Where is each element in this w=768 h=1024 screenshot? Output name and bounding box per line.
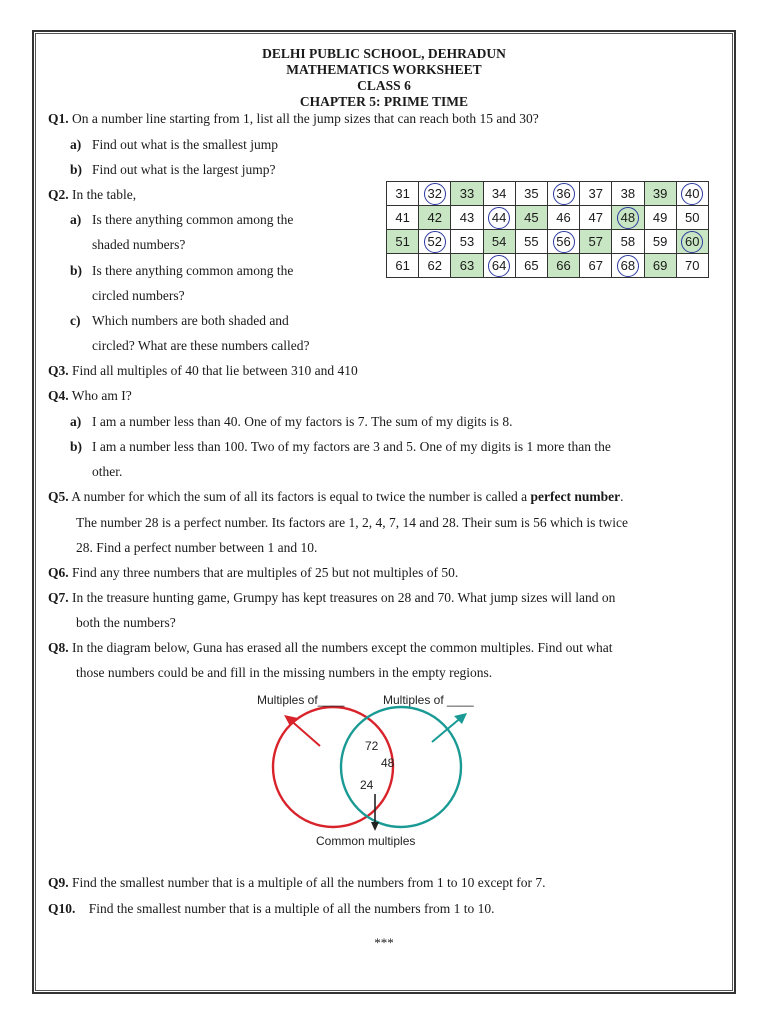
question-8 xyxy=(48,640,613,656)
question-text: In the table, xyxy=(72,187,137,202)
question-1 xyxy=(48,111,539,127)
table-cell: 62 xyxy=(419,254,451,278)
table-cell: 54 xyxy=(483,230,515,254)
question-5 xyxy=(48,489,624,505)
question-number: Q5. xyxy=(48,489,69,504)
table-cell: 61 xyxy=(387,254,419,278)
table-cell: 59 xyxy=(644,230,676,254)
circled-number: 60 xyxy=(681,231,703,253)
circled-number: 68 xyxy=(617,255,639,277)
table-cell xyxy=(419,230,451,254)
question-number: Q3. xyxy=(48,363,69,378)
sub-label: c) xyxy=(70,313,81,328)
sub-label: a) xyxy=(70,137,82,152)
table-cell xyxy=(483,206,515,230)
question-9 xyxy=(48,875,546,891)
table-cell: 37 xyxy=(580,182,612,206)
table-row xyxy=(387,206,709,230)
venn-graphic xyxy=(240,688,520,858)
sub-text: Is there anything common among the xyxy=(92,212,294,227)
question-text-end: . xyxy=(620,489,624,504)
circled-number: 44 xyxy=(488,207,510,229)
table-cell: 57 xyxy=(580,230,612,254)
question-1a xyxy=(70,137,278,153)
question-text: Find the smallest number that is a multiple of all the numbers from 1 to 10 except for 7. xyxy=(72,875,546,890)
question-2a-cont: shaded numbers? xyxy=(92,237,186,252)
table-cell: 63 xyxy=(451,254,483,278)
question-4a xyxy=(70,414,512,430)
table-cell: 67 xyxy=(580,254,612,278)
circled-number: 64 xyxy=(488,255,510,277)
question-5-line3: 28. Find a perfect number between 1 and 10. xyxy=(76,540,318,555)
sub-text: Find out what is the smallest jump xyxy=(92,137,278,152)
right-circle xyxy=(341,707,461,827)
question-number: Q10. xyxy=(48,901,76,916)
sub-label: a) xyxy=(70,414,82,429)
circled-number: 40 xyxy=(681,183,703,205)
sub-label: b) xyxy=(70,162,83,177)
question-number: Q8. xyxy=(48,640,69,655)
table-cell: 41 xyxy=(387,206,419,230)
venn-value-24: 24 xyxy=(360,778,374,792)
number-table xyxy=(386,181,709,278)
question-2a xyxy=(70,212,293,228)
table-cell: 65 xyxy=(515,254,547,278)
table-cell: 51 xyxy=(387,230,419,254)
table-cell: 43 xyxy=(451,206,483,230)
question-number: Q7. xyxy=(48,590,69,605)
question-3 xyxy=(48,363,358,379)
question-2b-cont: circled numbers? xyxy=(92,288,185,303)
question-7-line2: both the numbers? xyxy=(76,615,176,630)
question-2c xyxy=(70,313,289,329)
venn-value-48: 48 xyxy=(381,756,395,770)
sub-label: a) xyxy=(70,212,82,227)
left-set-label: Multiples of____ xyxy=(257,693,345,707)
venn-diagram xyxy=(240,688,520,858)
question-1b xyxy=(70,162,275,178)
question-10 xyxy=(48,901,494,917)
table-cell: 33 xyxy=(451,182,483,206)
table-cell: 42 xyxy=(419,206,451,230)
common-multiples-label: Common multiples xyxy=(316,834,416,848)
table-cell: 35 xyxy=(515,182,547,206)
chapter-title: CHAPTER 5: PRIME TIME xyxy=(299,94,469,109)
table-cell xyxy=(612,206,644,230)
end-mark: *** xyxy=(374,935,394,950)
table-cell: 50 xyxy=(676,206,708,230)
worksheet-title: MATHEMATICS WORKSHEET xyxy=(286,62,482,77)
circled-number: 56 xyxy=(553,231,575,253)
sub-text: I am a number less than 40. One of my factors is 7. The sum of my digits is 8. xyxy=(92,414,513,429)
table-cell: 55 xyxy=(515,230,547,254)
circled-number: 36 xyxy=(553,183,575,205)
question-number: Q9. xyxy=(48,875,69,890)
question-4b xyxy=(70,439,611,455)
question-6 xyxy=(48,565,458,581)
circled-number: 52 xyxy=(424,231,446,253)
table-cell: 31 xyxy=(387,182,419,206)
question-number: Q4. xyxy=(48,388,69,403)
table-cell xyxy=(547,182,579,206)
table-cell: 53 xyxy=(451,230,483,254)
down-arrow-head xyxy=(371,822,379,831)
question-4 xyxy=(48,388,132,404)
class-label: CLASS 6 xyxy=(357,78,411,93)
question-8-line2: those numbers could be and fill in the missing numbers in the empty regions. xyxy=(76,665,493,680)
question-text: Find all multiples of 40 that lie between 310 and 410 xyxy=(72,363,358,378)
table-cell xyxy=(612,254,644,278)
table-cell xyxy=(419,182,451,206)
question-7 xyxy=(48,590,615,606)
table-cell: 38 xyxy=(612,182,644,206)
question-2b xyxy=(70,263,293,279)
circled-number: 32 xyxy=(424,183,446,205)
question-2c-cont: circled? What are these numbers called? xyxy=(92,338,310,353)
question-text: Find any three numbers that are multiples of 25 but not multiples of 50. xyxy=(72,565,459,580)
question-text: In the diagram below, Guna has erased all the numbers except the common multiples. Find out what xyxy=(72,640,613,655)
sub-text: Which numbers are both shaded and xyxy=(92,313,289,328)
sub-text: Is there anything common among the xyxy=(92,263,294,278)
question-text: A number for which the sum of all its factors is equal to twice the number is called a xyxy=(71,489,531,504)
venn-value-72: 72 xyxy=(365,739,379,753)
table-cell: 47 xyxy=(580,206,612,230)
table-cell xyxy=(676,182,708,206)
table-cell: 46 xyxy=(547,206,579,230)
question-text: In the treasure hunting game, Grumpy has kept treasures on 28 and 70. What jump sizes will land on xyxy=(72,590,616,605)
question-text: Who am I? xyxy=(71,388,132,403)
table-cell: 66 xyxy=(547,254,579,278)
question-text: On a number line starting from 1, list all the jump sizes that can reach both 15 and 30? xyxy=(72,111,539,126)
question-number: Q1. xyxy=(48,111,69,126)
table-cell xyxy=(547,230,579,254)
sub-label: b) xyxy=(70,439,83,454)
table-cell: 45 xyxy=(515,206,547,230)
table-cell: 58 xyxy=(612,230,644,254)
table-cell: 49 xyxy=(644,206,676,230)
sub-label: b) xyxy=(70,263,83,278)
school-name: DELHI PUBLIC SCHOOL, DEHRADUN xyxy=(262,46,506,61)
table-cell: 69 xyxy=(644,254,676,278)
question-number: Q6. xyxy=(48,565,69,580)
sub-text: I am a number less than 100. Two of my factors are 3 and 5. One of my digits is 1 more than the xyxy=(92,439,611,454)
table-row xyxy=(387,254,709,278)
table-row xyxy=(387,230,709,254)
right-set-label: Multiples of ____ xyxy=(383,693,474,707)
table-cell: 70 xyxy=(676,254,708,278)
question-number: Q2. xyxy=(48,187,69,202)
perfect-number-term: perfect number xyxy=(530,489,621,504)
question-2 xyxy=(48,187,136,203)
sub-text: Find out what is the largest jump? xyxy=(92,162,276,177)
circled-number: 48 xyxy=(617,207,639,229)
table-cell xyxy=(483,254,515,278)
table-row xyxy=(387,182,709,206)
question-text: Find the smallest number that is a multiple of all the numbers from 1 to 10. xyxy=(88,901,495,916)
table-cell: 39 xyxy=(644,182,676,206)
table-cell: 34 xyxy=(483,182,515,206)
question-4b-cont: other. xyxy=(92,464,123,479)
table-cell xyxy=(676,230,708,254)
question-5-line2: The number 28 is a perfect number. Its factors are 1, 2, 4, 7, 14 and 28. Their sum is 56 which is twice xyxy=(76,515,628,530)
